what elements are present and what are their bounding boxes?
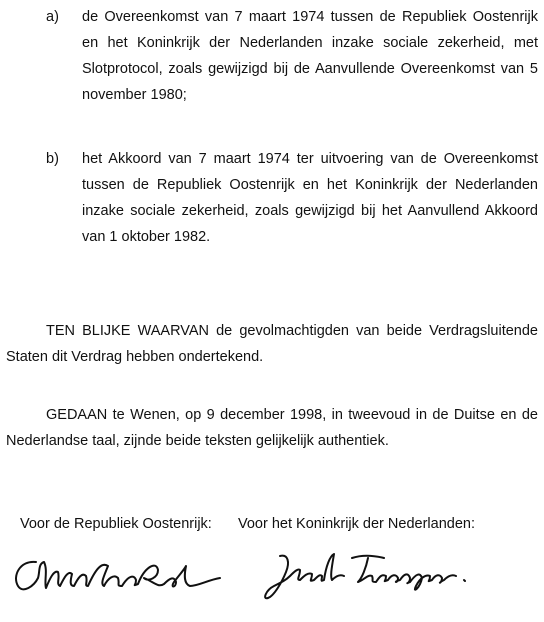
netherlands-signature xyxy=(260,546,490,604)
item-label: a) xyxy=(46,9,59,25)
item-label: b) xyxy=(46,151,59,167)
item-text: de Overeenkomst van 7 maart 1974 tussen de Republiek Oostenrijk en het Koninkrijk der Nederlanden inzake sociale zekerheid, met Slotprotocol, zoals gewijzigd bij de Aanvullende Overeenkomst van 5 november 1980; xyxy=(82,9,538,103)
done-clause: GEDAAN te Wenen, op 9 december 1998, in tweevoud in de Duitse en de Nederlandse taal, zijnde beide teksten gelijkelijk authentiek. xyxy=(6,407,538,449)
witness-clause: TEN BLIJKE WAARVAN de gevolmachtigden van beide Verdragsluitende Staten dit Verdrag hebben ondertekend. xyxy=(6,323,538,365)
netherlands-signatory-label: Voor het Koninkrijk der Nederlanden: xyxy=(238,516,475,532)
item-text: het Akkoord van 7 maart 1974 ter uitvoering van de Overeenkomst tussen de Republiek Oostenrijk en het Koninkrijk der Nederlanden inzake sociale zekerheid, zoals gewijzigd bij het Aanvullend Akkoord van 1 oktober 1982. xyxy=(82,151,538,245)
austria-signatory-label: Voor de Republiek Oostenrijk: xyxy=(20,516,212,532)
austria-signature xyxy=(8,548,228,598)
